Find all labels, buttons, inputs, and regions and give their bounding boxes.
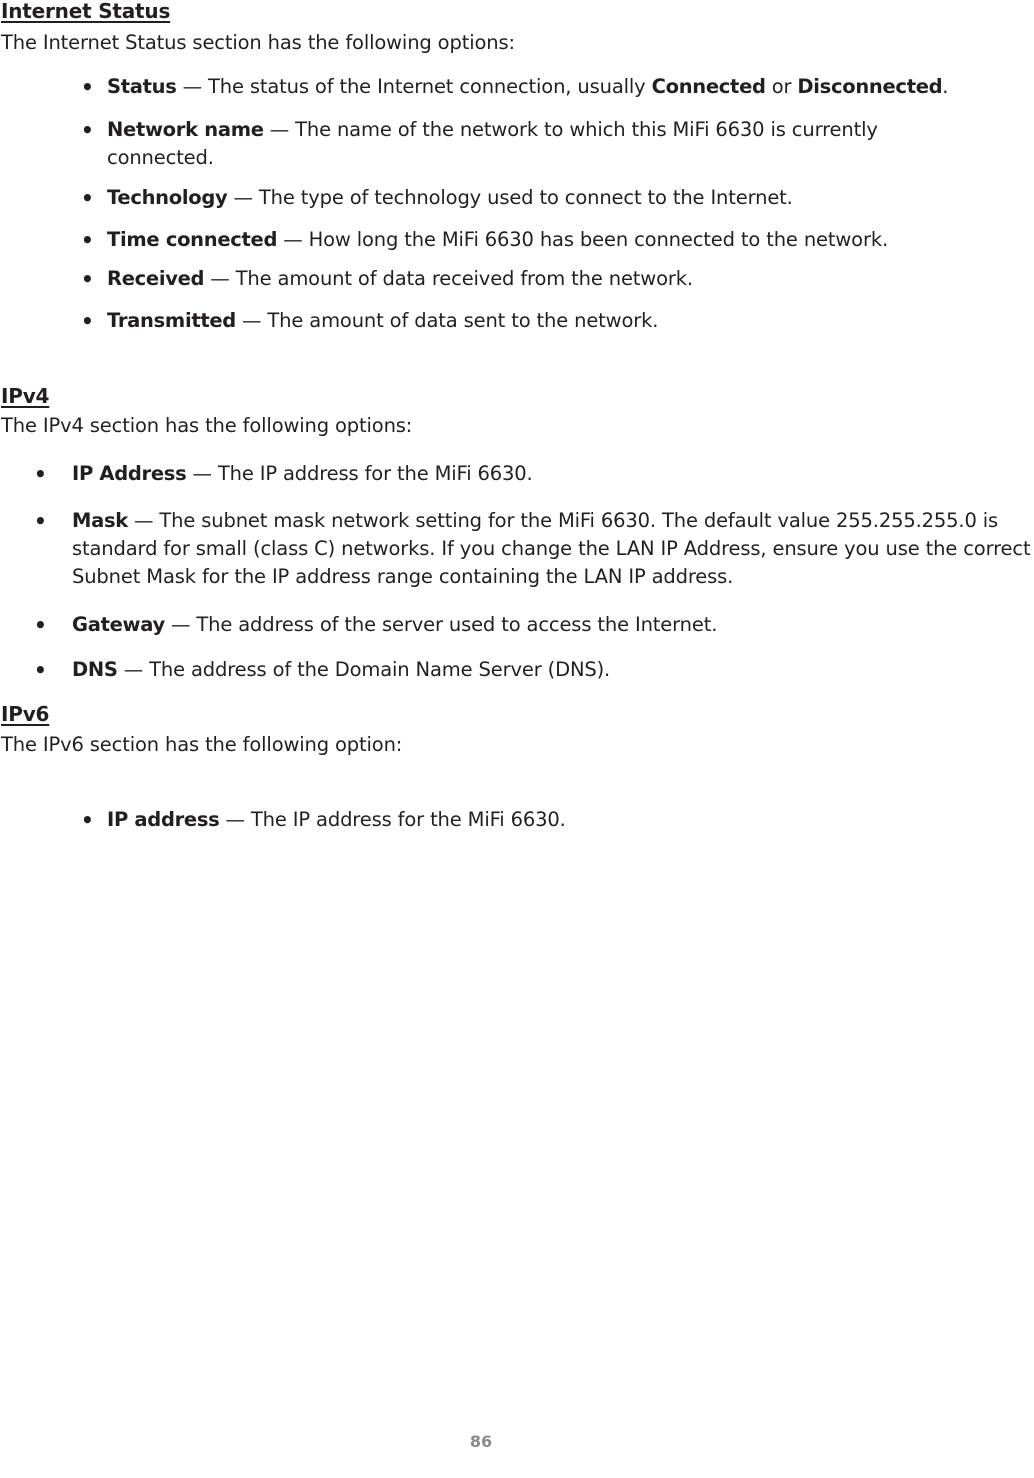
separator: —	[227, 186, 259, 209]
description: The amount of data sent to the network.	[267, 309, 659, 332]
separator: —	[176, 75, 208, 98]
term-time-connected: Time connected	[107, 228, 278, 251]
bullet-icon: •	[34, 658, 47, 682]
description: The address of the Domain Name Server (DNS).	[149, 658, 611, 681]
list-item-dns	[34, 656, 1034, 684]
term-transmitted: Transmitted	[107, 309, 236, 332]
term-ip-address: IP Address	[72, 462, 187, 485]
description: The type of technology used to connect to the Internet.	[258, 186, 793, 209]
description: The status of the Internet connection, usually	[208, 75, 652, 98]
bullet-icon: •	[81, 808, 94, 832]
section-intro-internet-status: The Internet Status section has the following options:	[1, 31, 515, 54]
separator: —	[263, 118, 296, 141]
list-item-gateway	[34, 611, 1034, 639]
section-heading-ipv6: IPv6	[1, 702, 50, 726]
separator: —	[277, 228, 309, 251]
description: The subnet mask network setting for the MiFi 6630. The default value 255.255.255.0 is standard for small (class C) networks. If you change the LAN IP Address, ensure you use the correct Subnet Mask for the IP address range containing the LAN IP address.	[72, 509, 1031, 588]
section-intro-ipv4: The IPv4 section has the following options:	[1, 414, 413, 437]
page-number: 86	[469, 1432, 493, 1451]
separator: —	[235, 309, 268, 332]
separator: —	[127, 509, 160, 532]
term-technology: Technology	[107, 186, 228, 209]
list-item-ip-address	[34, 460, 1034, 488]
term-ipv6-ip-address: IP address	[107, 808, 220, 831]
section-heading-internet-status: Internet Status	[1, 0, 171, 23]
term-dns: DNS	[72, 658, 118, 681]
list-item-status	[81, 73, 1007, 101]
section-heading-ipv4: IPv4	[1, 384, 50, 408]
list-item-time-connected	[81, 226, 1007, 254]
list-item-received	[81, 265, 1007, 293]
separator: —	[204, 267, 236, 290]
description-end: .	[942, 75, 949, 98]
separator: —	[186, 462, 218, 485]
separator: —	[219, 808, 251, 831]
bullet-icon: •	[34, 613, 47, 637]
description: The IP address for the MiFi 6630.	[250, 808, 566, 831]
value-connected: Connected	[651, 75, 766, 98]
list-item-network-name	[81, 116, 937, 172]
bullet-icon: •	[81, 228, 94, 252]
term-gateway: Gateway	[72, 613, 165, 636]
list-item-transmitted	[81, 307, 1007, 335]
bullet-icon: •	[81, 75, 94, 99]
separator: —	[164, 613, 197, 636]
term-received: Received	[107, 267, 205, 290]
description-joiner: or	[765, 75, 798, 98]
description: The address of the server used to access the Internet.	[196, 613, 718, 636]
bullet-icon: •	[34, 509, 47, 533]
description: The name of the network to which this MiFi 6630 is currently connected.	[107, 118, 878, 169]
separator: —	[117, 658, 150, 681]
term-mask: Mask	[72, 509, 128, 532]
bullet-icon: •	[34, 462, 47, 486]
description: The amount of data received from the network.	[235, 267, 693, 290]
list-item-technology	[81, 184, 1007, 212]
description: The IP address for the MiFi 6630.	[217, 462, 533, 485]
value-disconnected: Disconnected	[797, 75, 943, 98]
list-item-ipv6-ip-address	[81, 806, 1007, 834]
description: How long the MiFi 6630 has been connected to the network.	[308, 228, 889, 251]
bullet-icon: •	[81, 118, 94, 142]
bullet-icon: •	[81, 309, 94, 333]
term-network-name: Network name	[107, 118, 264, 141]
bullet-icon: •	[81, 267, 94, 291]
bullet-icon: •	[81, 186, 94, 210]
list-item-mask	[34, 507, 1034, 591]
section-intro-ipv6: The IPv6 section has the following option:	[1, 733, 403, 756]
term-status: Status	[107, 75, 177, 98]
